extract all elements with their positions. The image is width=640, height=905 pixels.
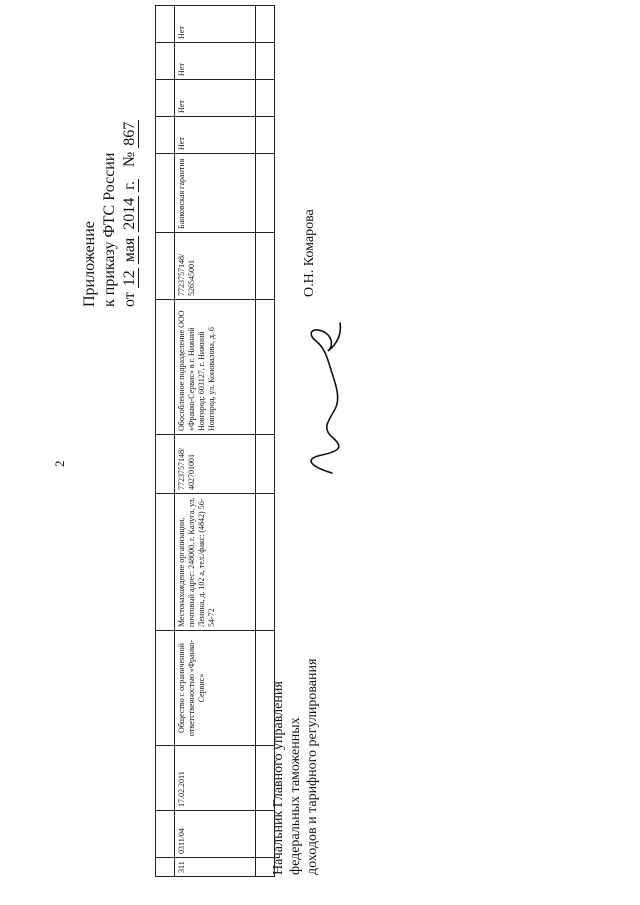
registry-table xyxy=(155,5,275,877)
cell-division-inn-kpp: 7723757148/ 526545001 xyxy=(175,233,256,300)
cell-organization-name: Общество с ограниченной ответственностью «Франко-Сервис» xyxy=(175,631,256,746)
appendix-month: мая xyxy=(121,237,138,263)
appendix-date-line xyxy=(120,120,140,307)
table-row xyxy=(156,6,175,877)
cell-number: 311 xyxy=(175,858,256,877)
page-number: 2 xyxy=(52,460,67,467)
cell-flag: Нет xyxy=(175,6,256,43)
signer-position xyxy=(270,659,321,875)
cell-division: Обособленное подразделение ООО «Франко-Сервис» в г. Нижний Новгород: 603127, г. Нижний Новгород, ул. Коновалова, д. 6 xyxy=(175,300,256,435)
cell-guarantee: Банковская гарантия xyxy=(175,154,256,233)
appendix-day: 12 xyxy=(121,270,138,287)
table-row xyxy=(175,6,256,877)
cell-flag: Нет xyxy=(175,80,256,117)
appendix-year-suffix: г. xyxy=(121,180,138,190)
signer-position-line: доходов и тарифного регулирования xyxy=(305,658,320,875)
appendix-title: Приложение xyxy=(81,221,98,307)
appendix-order-ref: к приказу ФТС России xyxy=(101,152,118,307)
appendix-from: от xyxy=(121,292,138,307)
signer-position-line: федеральных таможенных xyxy=(288,717,303,875)
cell-date: 17.02.2011 xyxy=(175,746,256,811)
appendix-year: 2014 xyxy=(121,197,138,230)
appendix-number-sign: № xyxy=(121,151,138,167)
cell-flag: Нет xyxy=(175,43,256,80)
cell-code: 0311/04 xyxy=(175,811,256,858)
appendix-header xyxy=(80,120,140,307)
cell-flag: Нет xyxy=(175,117,256,154)
cell-inn-kpp: 7723757148/ 402701001 xyxy=(175,435,256,494)
signer-name: О.Н. Комарова xyxy=(302,209,317,297)
cell-address: Местонахождение организации, почтовый адрес: 248000, г. Калуга, ул. Ленина, д. 102 а, тел./факс: (4842) 56-54-72 xyxy=(175,494,256,631)
handwritten-signature xyxy=(292,317,354,477)
appendix-number: 867 xyxy=(121,121,138,146)
signer-position-line: Начальник Главного управления xyxy=(271,681,286,875)
